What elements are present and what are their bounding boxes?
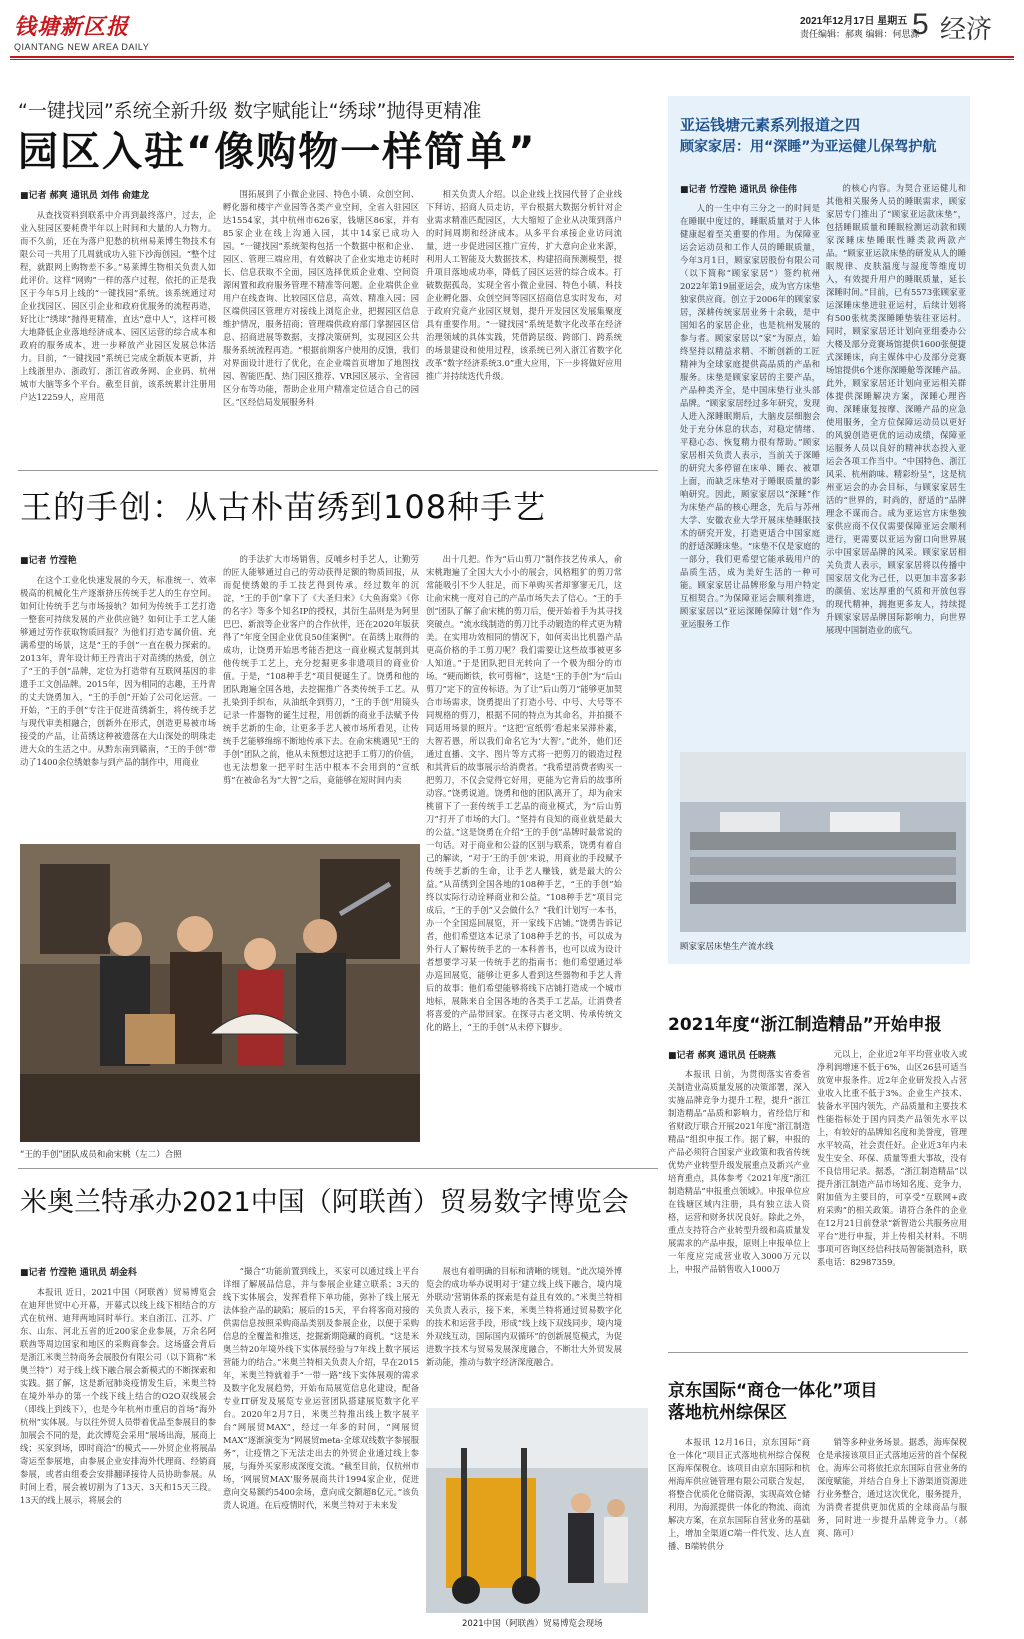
article3-column-1: 本报讯 近日，2021中国（阿联酋）贸易博览会在迪拜世贸中心开幕，开幕式以线上线下相结合的方式在杭州、迪拜两地同时举行。来自浙江、江苏、广东、山东、河北五省的近200家企业参展，万余名阿联酋等周边国家和地区的采购商参会。这场盛会背后是浙江米奥兰特商务会展股份有限公司（以下简称“米奥兰特”）对于线上线下融合展会新模式的不断探索和实践。据了解，这是新冠肺炎疫情发生后，米奥兰特在境外举办的第一个线下线上结合的O2O双线展会（即线上到线下），也是今年杭州市重启的首场“海外杭州”实体展。与以往外贸人员带着优品至参展目的参加展会不同的是，此次博览会采用“展场出海，展商上线；买家到场，即时商洽”的模式——外贸企业将展品寄运至参展地，由参展企业安排海外代理商、经销商参展，或者由组委会安排翻译接待人员协助参展。从时间上看，展会被切割为了13天、3天和15天三段。13天的线上展示，将展会的 (20, 1287, 216, 1505)
article3-column-3: 展也有着明确的目标和清晰的规划。“此次境外博览会的成功举办说明对于‘建立线上线下融合，境内境外联动’营销体系的探索是有益且有效的。”米奥兰特相关负责人表示，接下来，米奥兰特将通过贸易数字化的技术和运营手段，形成“线上线下双线同步，境内境外双线互动，国际国内双循环”的创新展览模式，为促进数字技术与贸易发展深度融合，不断壮大外贸发展新动能，推动与数字经济深度融合。 (426, 1266, 622, 1367)
article5-column-2: 销等多种业务场景。据悉，海库保税仓是承接该项目正式落地运营的首个保税仓。海库公司将依托京东国际自营业务的深度赋能，并结合自身上下游渠道资源进行业务整合，通过这次优化，服务提升，为消费者提供更加优质的全球商品与服务，同时进一步提升品牌竞争力。（郝爽、陈可） (817, 1437, 967, 1538)
expo-photo-caption: 2021中国（阿联酋）贸易博览会现场 (462, 1619, 603, 1629)
divider (668, 1352, 968, 1353)
team-photo-illustration (20, 844, 420, 1142)
sidebar-column-1: 人的一生中有三分之一的时间是在睡眠中度过的，睡眠质量对于人体健康起着至关重要的作用。为保障亚运会运动员和工作人员的睡眠质量，今年3月1日，顾家家居股份有限公司（以下简称“顾家家居”）签约杭州2022年第19届亚运会，成为官方床垫独家供应商。创立于2006年的顾家家居，深耕传统家居业务十余载，是中国知名的家居企业，也是杭州发展的参与者。顾家家居以“家”为原点，始终坚持以精益求精、不断创新的工匠精神为全球家庭提供高品质的产品和服务。床垫是顾家家居的主要产品，产品种类齐全，是中国床垫行业头部品牌。“顾家家居经过多年研究，发现人进入深睡眠期后，大脑皮层细胞会处于充分休息的状态，对稳定情绪、平稳心态、恢复精力很有帮助。”顾家家居相关负责人表示，当前关于深睡的研究大多停留在床单、睡衣、被罩上面，而缺乏床垫对于睡眠质量的影响研究。因此，顾家家居以“深睡”作为床垫产品的核心理念，先后与苏州大学、安徽农业大学开展床垫睡眠技术的研究开发，打造更适合中国家庭的舒适深睡床垫。“床垫不仅是家庭的一部分，我们更希望它能承载用户的品质生活，成为美好生活的一种可能。顾家家居让品牌形象与用户特定互相契合。”为保障亚运会顺利推进，顾家家居以“亚运深睡保障计划”作为亚运服务工作 (680, 203, 820, 629)
article1-byline: ■记者 郝爽 通讯员 刘伟 俞建龙 (20, 191, 150, 201)
section-name: 经济 (940, 15, 993, 45)
sidebar-column-2: 的核心内容。为契合亚运健儿和其他相关服务人员的睡眠需求，顾家家居专门推出了“顾家亚运款床垫”，包括睡眠质量和睡眠检测运动款和顾家深睡床垫睡眠性睡类款两款产品。“顾家亚运款床垫的研发从人的睡眠规律、皮肤温度与湿度等维度切入，有效提升用户的睡眠质量，延长深睡时间。”目前，已有5573张顾家亚运深睡床垫进驻亚运村，后续计划将有500张枕类深睡睡垫装往亚运村。同时，顾家家居还计划向亚组委办公大楼及部分竞赛场馆提供1600张便捷式深睡床，向主媒体中心及部分竞赛场馆提供6个迷你深睡舱等深睡产品。此外，顾家家居还计划向亚运相关群体提供深睡解决方案，深睡心理咨询、深睡康复按摩、深睡产品的应急使用服务，全方位保障运动员以更好的风貌创造更优的运动成绩，保障亚运服务人员以良好的精神状态投入亚运会各项工作当中。“中国特色、浙江风采、杭州韵味、精彩纷呈”，这是杭州亚运会的办会目标，与顾家家居生活的“世界的，时尚的，舒适的”品牌理念不谋而合。成为亚运官方床垫独家供应商不仅仅需要保障亚运会顺利进行，更需要以亚运为窗口向世界展示中国家居品牌的风采。顾家家居相关负责人表示，顾家家居将以传播中国家居文化为己任，以更加丰富多彩的颜值、宏达厚重的气质和开放包容的现代精神，拥抱更多友人，持续提升顾家家居品牌国际影响力，向世界展现中国制造业的底气。 (826, 183, 966, 635)
issue-date: 2021年12月17日 星期五 (800, 16, 908, 27)
article4-column-1: 本报讯 日前，为贯彻落实省委省关制造业高质量发展的决策部署，深入实施品牌竞争力提升工程，提升“浙江制造精品”品质和影响力，省经信厅和省财政厅联合开展2021年度“浙江制造精品”组织申报工作。据了解，申报的产品必须符合国家产业政策和我省传统优势产业转型升级发展重点及新兴产业培育重点，具体参考《2021年度“浙江制造精品”申报重点领域》。申报单位应在钱塘区域内注册，具有独立法人资格，运营和财务状况良好。除此之外，重点支持符合产业转型升级和高质量发展需求的产品申报，原则上申报单位上一年度应完成营业收入3000万元以上，申报产品销售收入1000万 (668, 1069, 810, 1274)
article1-column-2: 围拓展到了小微企业园、特色小镇、众创空间、孵化器和楼宇产业园等各类产业空间，全省入驻园区达1554家，其中杭州市626家，钱塘区86家，并有85家企业在线上沟通入园，其中14家已成功入园。“一键找园”系统架构包括一个数据中枢和企业、园区、管理三端应用，有效解决了企业实地走访耗时长、信息获取不全面，园区选择优质企业难、空间资源闲置和政府服务管理不精准等问题。企业端供企业用户在线查询、比较园区信息，高效、精准入园；园区端供园区管理方对接线上浏览企业，把握园区信息维护情况，服务招商；管理端供政府部门掌握园区信息、招商进展等数据，支撑决策研判，实现园区公共服务系统流程再造。“根据前期客户使用的反馈，我们对界面设计进行了优化，在企业端首页增加了地图找园、智能匹配、热门园区推荐、VR园区展示、全省园区分布等功能，帮助企业用户精准定位适合自己的园区。”区经信局发展服务科 (223, 189, 419, 407)
masthead-rule (10, 56, 1014, 58)
article3-byline: ■记者 竹滢艳 通讯员 胡金科 (20, 1268, 137, 1278)
factory-photo (680, 752, 966, 932)
article5-title-1: 京东国际“商仓一体化”项目 (668, 1381, 878, 1401)
sidebar-title-1: 亚运钱塘元素系列报道之四 (680, 116, 861, 134)
factory-photo-illustration (680, 752, 966, 932)
article5-title-2: 落地杭州综保区 (668, 1403, 787, 1423)
team-photo (20, 844, 420, 1142)
article2-title: 王的手创：从古朴苗绣到108种手艺 (20, 488, 547, 526)
article1-column-3: 相关负责人介绍。以企业线上找园代替了企业线下拜访、招商人员走访，平台根据大数据分析针对企业需求精准匹配园区，大大缩短了企业从决策到落户的时间周期和经济成本。从多平台承接企业访问流量，进一步促进园区推广宣传，扩大意向企业来源，利用人工智能及大数据技术，构建招商预测模型，提升项目落地成功率，降低了园区运营的综合成本。打破数据孤岛，实现全省小微企业园、特色小镇、科技企业孵化器、众创空间等园区招商信息实时发布，对于政府究竟产业园区规划，提升开发园区发展集聚度具有重要作用。“一键找园”系统是数字化改革在经济治理领域的具体实践，凭借跨层级、跨部门、跨系统的场景建设和使用过程，该系统已列入浙江省数字化改革“数字经济系统3.0”重大应用，下一步将做好应用推广并持续迭代升级。 (426, 189, 622, 381)
expo-photo (426, 1408, 648, 1613)
article3-column-2: “撮合”功能前置到线上，买家可以通过线上平台详细了解展品信息，并与参展企业建立联系；3天的线下实体展会，发挥看样下单功能，弥补了线上展无法体验产品的缺陷；展后的15天，平台将客商对接的供需信息按照采购商品类别及参展企业，以便于采购信息的全覆盖和推送，挖掘新期隐藏的商机。“这是米奥兰特20年境外线下实体展经验与7年线上数字展运营能力的结合。”米奥兰特相关负责人介绍，早在2015年，米奥兰特就着手“一带一路”线下实体展观的需求及数字化发展趋势，开始布局展览信息化建设，配备专业IT研发及展览专业运营团队搭建展览数字化平台。2020年2月7日，米奥兰特推出线上数字展平台“网展贸MAX”，经过一年多的时间，“网展贸MAX”逐渐演变为“网展贸meta-全球双线数字参展服务”，让疫情之下无法走出去的外贸企业通过线上参展，与海外买家形成深度交流。“截至目前，仅杭州市场，‘网展贸MAX’服务展商共计1994家企业，促进意向交易额约5400余场，意向成交额超8亿元。”该负责人说道。在后疫情时代，米奥兰特对于未来发 (223, 1266, 419, 1510)
article2-column-2: 的手法扩大市场销售，反哺乡村手艺人，让勤劳的匠人能够通过自己的劳动获得足额的物质回报，从而促使绣娘的手工技艺得到传承。经过数年的沉淀，“王的手创”拿下了《大圣归来》《大鱼海棠》《你的名字》等多个知名IP的授权，其衍生品则是为阿里巴巴、新浪等企业客户的合作伙伴，还在2020年版获得了“年度全国企业优良50佳案例”。在苗绣上取得的成功，让饶勇开始思考能否把这一商业模式复制到其他传统手工艺上，充分挖掘更多非遗项目的商业价值。于是，“108种手艺”项目便诞生了。饶勇和他的团队跑遍全国各地，去挖掘推广各类传统手工艺。从扎染到手织布，从油纸伞到剪刀，“王的手创”用镜头记录一件器物的诞生过程，用创新的商业手法赋予传统手艺新的生命，让更多手艺人被市场所看见，让传统手艺能够绵绵不断地传承下去。在俞宋桃遇见“王的手创”团队之前，他从未预想过这把手工剪刀的价值，也无法想象一把平时生活中根本不会用到的“宣纸剪”在被命名为“大智”之后，竟能够在短时间内卖 (223, 554, 419, 785)
article3-title: 米奥兰特承办2021中国（阿联酋）贸易数字博览会 (20, 1187, 629, 1218)
article1-subtitle: “一键找园”系统全新升级 数字赋能让“绣球”抛得更精准 (18, 100, 482, 122)
article1-title: 园区入驻“像购物一样简单” (18, 129, 537, 175)
factory-photo-caption: 顾家家居床垫生产流水线 (680, 942, 774, 952)
masthead-rule-thin (10, 59, 1014, 60)
sidebar-title-2: 顾家家居：用“深睡”为亚运健儿保驾护航 (680, 139, 937, 155)
article2-column-1: 在这个工业化快速发展的今天，标准统一、效率极高的机械化生产逐渐挤压传统手艺人的生存空间。如何让传统手艺与市场接轨？如何为传统手工艺打造一整套可持续发展的产业供应链？如何让手工艺人能够通过劳作获取物质回报？为他们打造专属价值、充满希望的场景，这是“王的手创”一直在极力探索的。2013年，青年设计师王丹青出于对苗绣的热爱，创立了“王的手创”品牌，定位为打造带有互联网基因的非遗手工文创品牌。2015年，因为相同的志趣，王丹青的丈夫饶勇加入，“王的手创”开始了公司化运营。一开始，“王的手创”专注于促进苗绣新生，将传统手艺与现代审美相融合，创新外在形式，创造更易被市场接受的产品，让苗绣这种被遗落在大山深处的明珠走进大众的生活之中。从黔东南到赣南，“王的手创”带动了1400余位绣娘参与到产品的制作中，用商业 (20, 575, 216, 767)
article2-byline: ■记者 竹滢艳 (20, 556, 77, 566)
sidebar-byline: ■记者 竹滢艳 通讯员 徐佳伟 (680, 185, 797, 195)
page-number: 5 (912, 8, 929, 41)
article2-column-3: 出十几把。作为“后山剪刀”制作技艺传承人，俞宋桃跑遍了全国大大小小的展会，风格粗犷的剪刀常常能吸引不少人驻足，而下单购买者却寥寥无几，这让俞宋桃一度对自己的产品市场失去了信心。“王的手创”团队了解了俞宋桃的剪刀后，便开始着手为其寻找突破点。“流水线制造的剪刀比手动锻造的样式更为精美。在实用功效相同的情况下，如何卖出比机器产品更高价格的手工剪刀呢？我们需要让这些故事被更多人知道。”于是团队把目光转向了一个极为细分的市场。“硬而断铁，软可剪棉”，这是“王的手创”为“后山剪刀”定下的宣传标语。为了让“后山剪刀”能够更加契合市场需求，饶勇提出了打造小号、中号、大号等不同规格的剪刀，根据不同的特点为其命名，并拍摄不同适用场景的照片。“这把‘宣纸剪’看起来呆滞朴素，大智若愚，所以我们命名它为‘大智’。”此外，他们还通过直播、文字、图片等方式将一把剪刀的锻造过程和其背后的故事展示给消费者。“我希望消费者购买一把剪刀，不仅会觉得它好用，更能为它背后的故事所动容。”饶勇说道。饶勇和他的团队离开了，却为俞宋桃留下了一套传统手工艺品的商业模式，为“后山剪刀”打开了市场的大门。“坚持有良知的商业就是最大的公益。”这是饶勇在介绍“王的手创”品牌时最常说的一句话。对于商业和公益的区别与联系，饶勇有着自己的解读，“对于‘王的手创’来说，用商业的手段赋予传统手艺新的生命，让手艺人赚钱，就是最大的公益。”从苗绣到全国各地的108种手艺，“王的手创”始终以实际行动诠释商业和公益。“108种手艺”项目完成后，“王的手创”又会做什么？“我们计划写一本书，办一个全国巡回展览，开一家线下店铺。”饶勇告诉记者，他们希望这本记录了108种手艺的书，可以成为外行人了解传统手艺的一本科普书，也可以成为设计者想要学习某一传统手艺的指南书；他们希望通过举办巡回展览，能够让更多人看到这些器物和手艺人背后的故事；他们希望能够将线下店铺打造成一个城市地标，展陈来自全国各地的各类手工艺品，让消费者将喜爱的产品带回家。在探寻古老文明、传承传统文化的路上，“王的手创”从未停下脚步。 (426, 554, 622, 1032)
article5-column-1: 本报讯 12月16日，京东国际“商仓一体化”项目正式落地杭州综合保税区海库保税仓。该项目由京东国际和杭州海库供应链管理有限公司联合发起，将整合优质化仓储资源，实现高效仓储利用，为海派提供一体化的物流、商流解决方案，在京东国际自营业务的基础上，增加全渠道C端一件代发、达人直播、B端转供分 (668, 1437, 810, 1551)
team-photo-caption: “王的手创”团队成员和俞宋桃（左二）合照 (20, 1150, 182, 1160)
divider (18, 1168, 658, 1169)
divider (18, 470, 658, 471)
article1-column-1: 从查找资料到联系中介再到最终落户，过去，企业入驻园区要耗费半年以上时间和大量的人力物力。而不久前，还在为落户犯愁的杭州易莱博生物技术有限公司一共用了几周就成功入驻下沙海创园。“整个过程，就跟网上购物差不多。”易莱博生物相关负责人如此评价。这样“网购”一样的落户过程，依托的正是我区于今年5月上线的“一键找园”系统。该系统通过对企业找园区、园区引企业和政府优服务的流程再造，好比让“绣球”抛得更精准，直达“意中人”，这样可极大地降低企业落地经济成本、园区运营的综合成本和政府的服务成本，进一步释放产业园区发展总体活力。目前，“一键找园”系统已完成全新版本更新，并上线浙里办、浙政钉、浙江省政务网、企业码、杭州城市大脑等多个平台。截至目前，该系统累计注册用户达12259人，应用范 (20, 210, 216, 402)
article4-title: 2021年度“浙江制造精品”开始申报 (668, 1015, 942, 1035)
expo-photo-illustration (426, 1408, 648, 1613)
article4-byline: ■记者 郝爽 通讯员 任晓燕 (668, 1051, 776, 1061)
page-editors: 责任编辑：郝爽 编辑：何思源 (800, 29, 920, 39)
newspaper-english-name: QIANTANG NEW AREA DAILY (14, 42, 150, 52)
article4-column-2: 元以上，企业近2年平均营业收入或净利润增速不低于6%，山区26县可适当放宽申报条件。近2年企业研发投入占营业收入比重不低于3%。企业生产技术、装备水平国内领先，产品质量和主要技术性能指标处于国内同类产品领先水平以上，有较好的品牌知名度和美誉度，管理水平较高，社会责任好。企业近3年内未发生安全、环保、质量等重大事故，没有不良信用记录。据悉，“浙江制造精品”以提升浙江制造产品市场知名度、竞争力，附加值为主要目的，可享受“互联网+政府采购”的相关政策。请符合条件的企业在12月21日前登录“新智造公共服务应用平台”进行申报，并上传相关材料。不明事项可咨询区经信科技局智能制造科，联系电话：82987359。 (817, 1049, 967, 1267)
newspaper-logo: 钱塘新区报 (14, 14, 130, 40)
